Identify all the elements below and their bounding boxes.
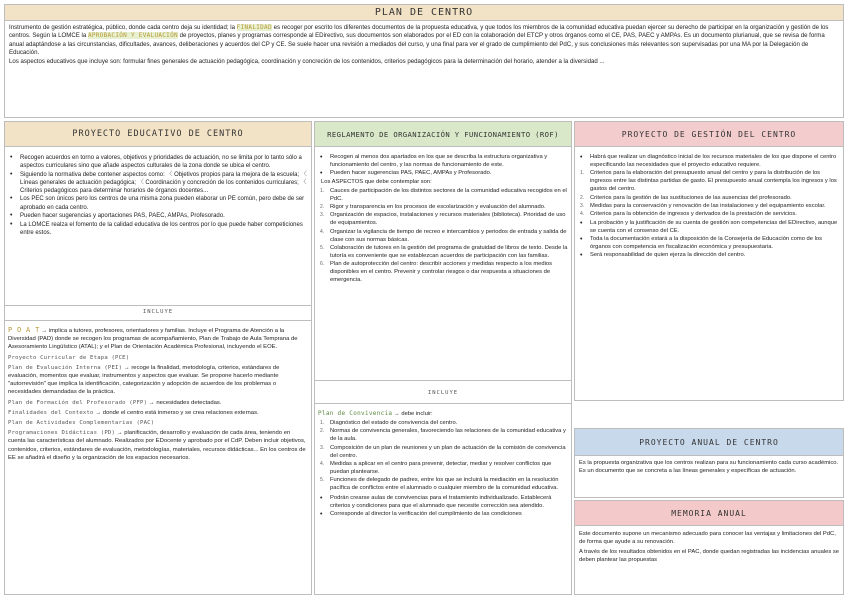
pgc-header (574, 121, 844, 147)
memoria-text-1: Este documento supone un mecanismo adecuado para conocer las ventajas y limitaciones del PdC, de forma que ayude a su renovación. (579, 531, 836, 546)
keyword-finalidad: FINALIDAD (236, 24, 272, 31)
pec-include-text: → implica a tutores, profesores, orientadores y familias. Incluye el Programa de Atención a la Diversidad (PAD) donde se recogen los programas de acompañamiento, Plan de Trabajo de Aula Temprana de Asesoramiento Lingüístico (ATAL); y el Plan de Orientación Académica Profesional, incluyendo el EOE. (8, 328, 298, 351)
pgc-tail-item: • Será responsabilidad de quien ejerza la dirección del centro. (578, 252, 840, 260)
rof-header-text: REGLAMENTO DE ORGANIZACIÓN Y FUNCIONAMIENTO (ROF) (327, 130, 559, 139)
intro-text-b: es recoger por escrito los diferentes documentos de la propuesta educativa, y que todos los miembros de la comunidad educativa puedan ejercer su derecho de participar en la organización y gestión de los centros. Según la LOMCE la (9, 24, 829, 40)
pec-header-text: PROYECTO EDUCATIVO DE CENTRO (72, 129, 244, 139)
rof-includes-divider-2 (314, 403, 572, 404)
pec-content (8, 154, 308, 237)
memoria-text-2: A través de los resultados obtenidos en el PAC, donde quedan registradas las incidencias anuales se deben plantear las propuestas (579, 548, 839, 564)
rof-aspect-item: 2. Rigor y transparencia en los procesos de escolarización y evaluación del alumnado. (318, 204, 568, 212)
rof-aspect-item: 6. Plan de autoprotección del centro: describir acciones y medidas respecto a los medios disponibles en el centro. Prevenir y controlar riesgos o dar respuesta a situaciones de emergencia. (318, 261, 568, 285)
rof-aspects-list (318, 188, 568, 285)
pec-includes-divider (4, 305, 312, 306)
plan-convivencia-item: 5. Funciones de delegado de padres, entre los que se incluirá la mediación en la resolución pacífica de conflictos entre el alumnado o cualquier miembro de la comunidad educativa. (318, 477, 568, 493)
pec-include-text: → recoge la finalidad, metodología, criterios, estándares de evaluación, momentos que evaluar, instrumentos y aspectos que evaluar. Se propone hacerlo mediante "autorrevisión" que implica la identificación, categorización y adopción de acuerdos de los problemas o necesidades demandadas de la práctica. (8, 364, 280, 396)
pec-include-label: Programaciones Didácticas (PD) (8, 430, 116, 437)
pgc-criteria-item: 4. Criterios para la obtención de ingresos y derivados de la prestación de servicios. (578, 211, 840, 219)
pac-header (574, 428, 844, 456)
page-title (4, 4, 844, 21)
pec-include-text: → donde el centro está inmerso y se crea relaciones externas. (95, 409, 259, 416)
pgc-criteria-item: 3. Medidas para la conservación y renovación de las instalaciones y del equipamiento escolar. (578, 203, 840, 211)
intro-block (4, 21, 844, 118)
pgc-tail-item: • Toda la documentación estará a la disposición de la Consejería de Educación como de los órganos con competencia en fiscalización económica y presupuestaria. (578, 236, 840, 252)
pec-includes-divider-2 (4, 320, 312, 321)
pec-include-item (8, 419, 308, 427)
pec-include-text: → necesidades detectadas. (148, 399, 222, 406)
rof-aspect-item: 5. Colaboración de tutores en la gestión del programa de gratuidad de libros de texto. Desde la tutoría es conveniente que se establezcan acuerdos de participación con las familias. (318, 245, 568, 261)
plan-convivencia-text: → debe incluir: (393, 411, 433, 417)
rof-aspect-item: 3. Organización de espacios, instalaciones y recursos materiales (biblioteca). Prioridad de uso de equipamientos. (318, 212, 568, 228)
pec-bullet: • Los PEC son únicos pero los centros de una misma zona pueden elaborar un PE común, pero debe de ser aprobado en cada centro. (8, 195, 308, 211)
rof-bullet: • Pueden hacer sugerencias PAS, PAEC, AMPAs y Profesorado. (318, 170, 568, 178)
plan-convivencia-line (318, 410, 568, 419)
pec-include-label: Plan de Evaluación Interna (PEI) (8, 364, 123, 371)
plan-convivencia-item: 1. Diagnóstico del estado de convivencia del centro. (318, 420, 568, 428)
rof-tail-bullet: • Podrán crearse aulas de convivencias para el tratamiento individualizado. Establecerá criterios y condiciones para que el alumnado que necesite corrección sea atendido. (318, 495, 568, 511)
keyword-aprobacion: APROBACIÓN Y EVALUACIÓN (87, 32, 178, 40)
pec-include-item (8, 399, 308, 407)
rof-includes-label: INCLUYE (427, 390, 459, 396)
pec-bullet: • Recogen acuerdos en torno a valores, objetivos y prioridades de actuación, no se limita por lo tanto sólo a aspectos curriculares sino que añade aspectos culturales de la zona donde se ubica el centro. (8, 154, 308, 170)
memoria-header (574, 500, 844, 526)
rof-includes-divider (314, 380, 572, 381)
intro-text-c: de proyectos, planes y programas corresponde al EDirectivo, sus documentos son elaborados por el ED con la colaboración del ETCP y otros órganos como el CE, PAS, PAEC y AMPAs. Es un documento plurianual, que se revisa de forma anual adaptándose a las circunstancias, dificultades, avances, deliberaciones y acuerdos del CP y CE. Se suele hacer una revisión a mediados del curso, y una final para ver el grado de cumplimiento del PdC, y sus conclusiones más relevantes son supervisadas por una MA por la Delegación de Educación. (9, 32, 825, 56)
pgc-criteria-list (578, 170, 840, 219)
pec-include-item (8, 409, 308, 417)
pec-include-label: Finalidades del Contexto (8, 409, 94, 416)
pec-include-item (8, 364, 308, 397)
pgc-header-text: PROYECTO DE GESTIÓN DEL CENTRO (621, 130, 797, 139)
pec-items (8, 326, 308, 464)
pac-body (574, 456, 844, 498)
pec-include-text: → planificación, desarrollo y evaluación de cada área, teniendo en cuenta las características del alumnado. Realizados por EDocente y aprobado por el CdP. Deben incluir objetivos, contenidos, criterios, estándares de evaluación, metodologías, materiales, recursos didácticas... En los centros de EE se añadirá el diseño y la organización de los espacios necesarios. (8, 430, 306, 461)
pac-header-text: PROYECTO ANUAL DE CENTRO (639, 438, 779, 447)
rof-content (318, 154, 568, 286)
plan-convivencia-item: 3. Composición de un plan de reuniones y un plan de actuación de la comisión de convivencia del centro. (318, 445, 568, 461)
pec-include-label: Proyecto Curricular de Etapa (PCE) (8, 354, 130, 361)
pec-include-label: P O A T (8, 326, 40, 334)
rof-aspect-item: 4. Organizar la vigilancia de tiempo de recreo e intercambios y periodos de entrada y salida de clase con sus normas básicas. (318, 229, 568, 245)
pec-include-item (8, 354, 308, 362)
rof-tail-list (318, 495, 568, 519)
plan-convivencia-item: 4. Medidas a aplicar en el centro para prevenir, detectar, mediar y resolver conflictos que puedan plantearse. (318, 461, 568, 477)
memoria-header-text: MEMORIA ANUAL (671, 509, 747, 518)
pec-include-item (8, 326, 308, 352)
pgc-first-item: • Habrá que realizar un diagnóstico inicial de los recursos materiales de los que dispone el centro especificando las necesidades que el proyecto educativo requiere. (578, 154, 840, 170)
page-title-text: PLAN DE CENTRO (374, 7, 474, 18)
rof-plan (318, 410, 568, 520)
intro-aspects: Los aspectos educativos que incluye son: formular fines generales de actuación pedagógica, coordinación y concreción de los contenidos, criterios pedagógicos para la determinación del horario, atender a la diversidad ... (9, 58, 605, 66)
pec-bullet: • Pueden hacer sugerencias y aportaciones PAS, PAEC, AMPAs, Profesorado. (8, 212, 308, 220)
intro-text-a: Instrumento de gestión estratégica, público, donde cada centro deja su identidad; la (9, 24, 235, 31)
pgc-tail-list (578, 220, 840, 261)
pec-bullet: • Siguiendo la normativa debe contener aspectos como: 〈 Objetivos propios para la mejora de la escuela; 〈 Líneas generales de actuación pedagógica; 〈 Coordinación y concreción de los contenidos curriculares; 〈 Criterios pedagógicos para determinar horarios de órganos docentes... (8, 171, 308, 195)
plan-convivencia-label: Plan de Convivencia (318, 410, 393, 417)
pgc-first-list (578, 154, 840, 170)
rof-header (314, 121, 572, 147)
rof-aspect-item: 1. Cauces de participación de los distintos sectores de la comunidad educativa recogidos en el PdC. (318, 188, 568, 204)
plan-convivencia-item: 2. Normas de convivencia generales, favoreciendo las relaciones de la comunidad educativa y de la aula. (318, 428, 568, 444)
pgc-content (578, 154, 840, 261)
rof-aspects-intro: Los ASPECTOS que debe contemplar son: (321, 178, 432, 185)
rof-tail-bullet: • Corresponde al director la verificación del cumplimiento de las condiciones (318, 511, 568, 519)
rof-bullet: • Recogen al menos dos apartados en los que se describa la estructura organizativa y funcionamiento del centro, y las normas de funcionamiento de este. (318, 154, 568, 170)
pgc-criteria-item: 2. Criterios para la gestión de las sustituciones de las ausencias del profesorado. (578, 195, 840, 203)
plan-convivencia-items (318, 420, 568, 493)
pec-bullet: • La LOMCE realza el fomento de la calidad educativa de los centros por lo que puede haber competiciones entre estos. (8, 221, 308, 237)
pec-bullet-list (8, 154, 308, 237)
pec-include-label: Plan de Formación del Profesorado (PFP) (8, 399, 148, 406)
pgc-tail-item: • La probación y la justificación de su cuenta de gestión son competencias del EDirectivo, aunque se cuenta con el consenso del CE. (578, 220, 840, 236)
pec-includes-label: INCLUYE (142, 309, 174, 315)
pec-header (4, 121, 312, 147)
pac-text: Es la propuesta organizativa que los centros realizan para su funcionamiento cada curso académico. Es un documento que se concreta a las líneas generales y específicas de actuación. (579, 460, 839, 474)
rof-bullet-list (318, 154, 568, 178)
intro-paragraph (9, 24, 839, 57)
pgc-criteria-item: 1. Criterios para la elaboración del presupuesto anual del centro y para la distribución de los ingresos entre las distintas partidas de gasto. El presupuesto anual contempla los ingresos y los gastos del centro. (578, 170, 840, 194)
memoria-body (574, 526, 844, 595)
pec-include-item (8, 429, 308, 462)
pec-include-label: Plan de Actividades Complementarias (PAC) (8, 420, 155, 427)
